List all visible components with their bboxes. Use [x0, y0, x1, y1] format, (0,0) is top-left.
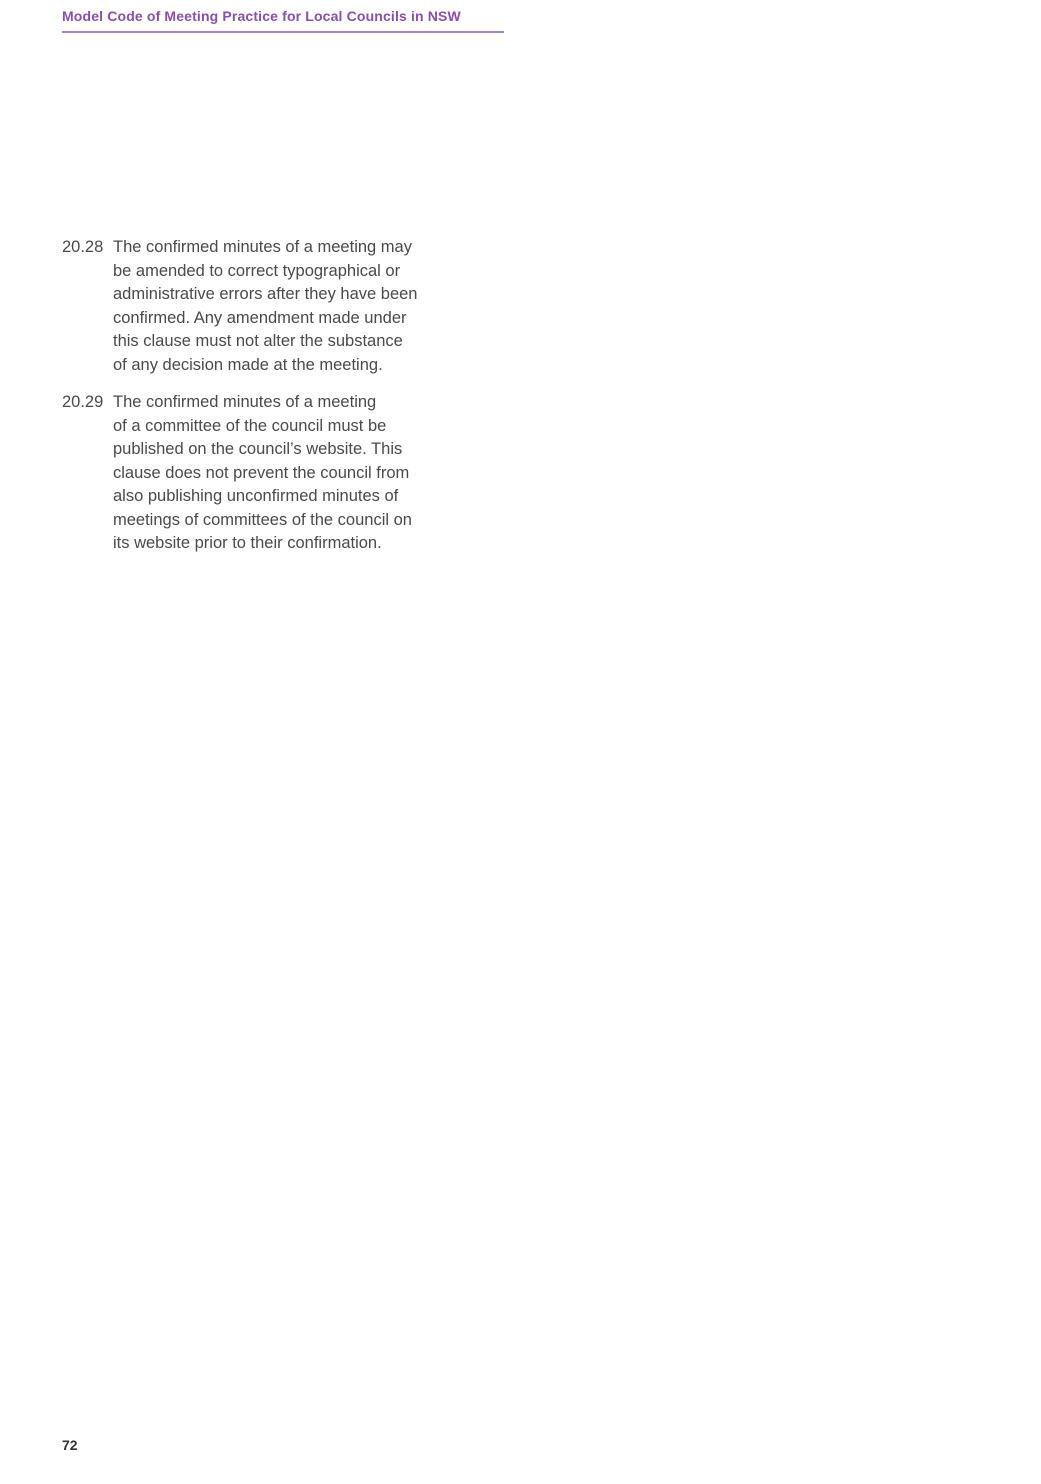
page-body	[62, 236, 482, 570]
clause-20-28	[62, 236, 482, 377]
clause-text: The confirmed minutes of a meeting may be amended to correct typographical or administrative errors after they have been confirmed. Any amendment made under this clause must not alter the substance of any decision made at the meeting.	[113, 238, 418, 374]
running-header	[62, 8, 504, 33]
clause-number: 20.28	[62, 238, 104, 256]
page-number: 72	[62, 1437, 78, 1453]
clause-number: 20.29	[62, 393, 104, 411]
clause-text: The confirmed minutes of a meeting of a committee of the council must be published on the council’s website. This clause does not prevent the council from also publishing unconfirmed minutes of meetings of committees of the council on its website prior to their confirmation.	[113, 393, 412, 552]
document-title: Model Code of Meeting Practice for Local Councils in NSW	[62, 8, 461, 24]
clause-20-29	[62, 391, 482, 556]
